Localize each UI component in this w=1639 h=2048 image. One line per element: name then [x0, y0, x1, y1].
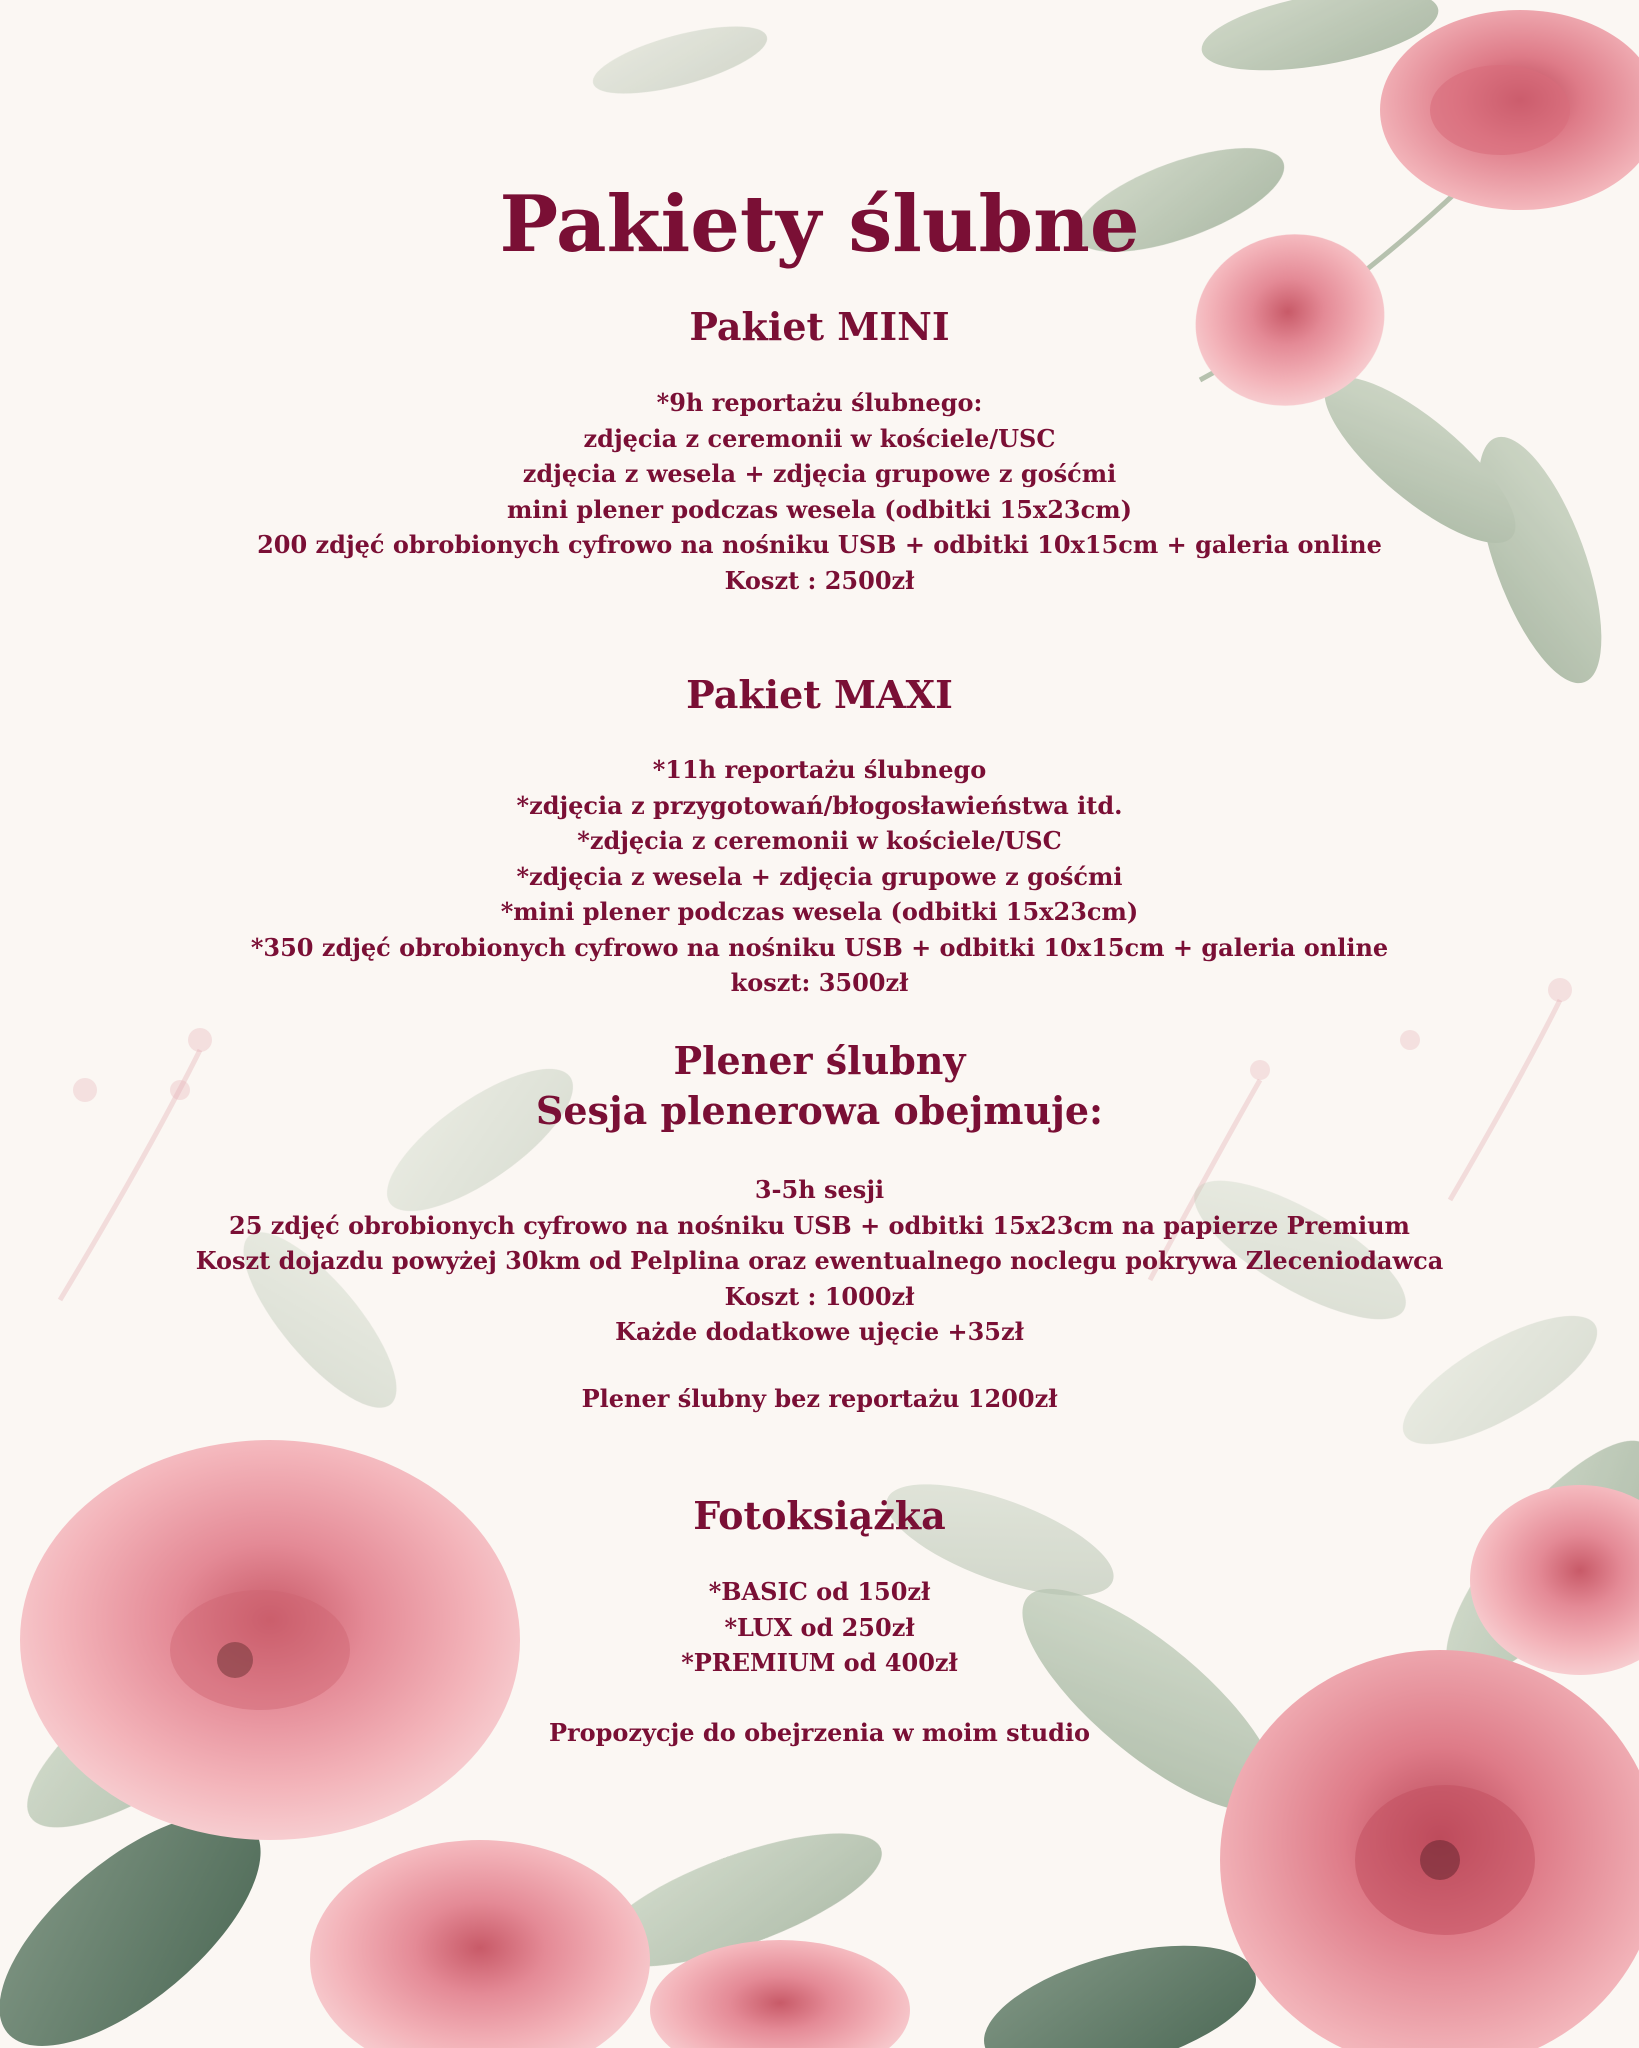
plener-line: 25 zdjęć obrobionych cyfrowo na nośniku USB + odbitki 15x23cm na papierze Premium	[229, 1210, 1410, 1240]
plener-line: 3-5h sesji	[754, 1175, 885, 1204]
maxi-price: koszt: 3500zł	[730, 968, 909, 997]
mini-line: 200 zdjęć obrobionych cyfrowo na nośniku USB + odbitki 10x15cm + galeria online	[257, 530, 1382, 559]
maxi-details	[0, 752, 1639, 1001]
maxi-line: *zdjęcia z wesela + zdjęcia grupowe z gośćmi	[516, 861, 1123, 891]
section-subheading-plener: Sesja plenerowa obejmuje:	[535, 1088, 1104, 1133]
plener-line: Koszt dojazdu powyżej 30km od Pelplina oraz ewentualnego noclegu pokrywa Zleceniodawca	[195, 1246, 1444, 1275]
fotoksiazka-note: Propozycje do obejrzenia w moim studio	[548, 1718, 1091, 1747]
maxi-line: *350 zdjęć obrobionych cyfrowo na nośniku USB + odbitki 10x15cm + galeria online	[250, 932, 1389, 962]
maxi-line: *11h reportażu ślubnego	[652, 755, 987, 784]
page-title: Pakiety ślubne	[499, 179, 1140, 270]
fotoksiazka-option: *PREMIUM od 400zł	[681, 1648, 958, 1677]
mini-line: zdjęcia z wesela + zdjęcia grupowe z gośćmi	[522, 459, 1117, 488]
fotoksiazka-option: *LUX od 250zł	[724, 1612, 915, 1642]
maxi-line: *mini plener podczas wesela (odbitki 15x23cm)	[500, 897, 1139, 926]
mini-line: mini plener podczas wesela (odbitki 15x23cm)	[507, 494, 1132, 524]
plener-extra: Plener ślubny bez reportażu 1200zł	[581, 1384, 1058, 1413]
section-heading-maxi: Pakiet MAXI	[686, 672, 953, 717]
mini-line: zdjęcia z ceremonii w kościele/USC	[583, 423, 1056, 453]
mini-price: Koszt : 2500zł	[724, 565, 915, 595]
mini-details	[0, 385, 1639, 598]
maxi-line: *zdjęcia z przygotowań/błogosławieństwa itd.	[516, 790, 1123, 820]
plener-details	[0, 1172, 1639, 1350]
section-heading-mini: Pakiet MINI	[689, 304, 950, 349]
section-heading-fotoksiazka: Fotoksiążka	[693, 1493, 946, 1538]
plener-price: Koszt : 1000zł	[724, 1281, 915, 1311]
plener-line: Każde dodatkowe ujęcie +35zł	[615, 1317, 1024, 1346]
fotoksiazka-option: *BASIC od 150zł	[708, 1577, 931, 1606]
fotoksiazka-options	[0, 1574, 1639, 1681]
maxi-line: *zdjęcia z ceremonii w kościele/USC	[577, 826, 1062, 855]
mini-line: *9h reportażu ślubnego:	[656, 388, 983, 417]
section-heading-plener: Plener ślubny	[673, 1038, 966, 1083]
